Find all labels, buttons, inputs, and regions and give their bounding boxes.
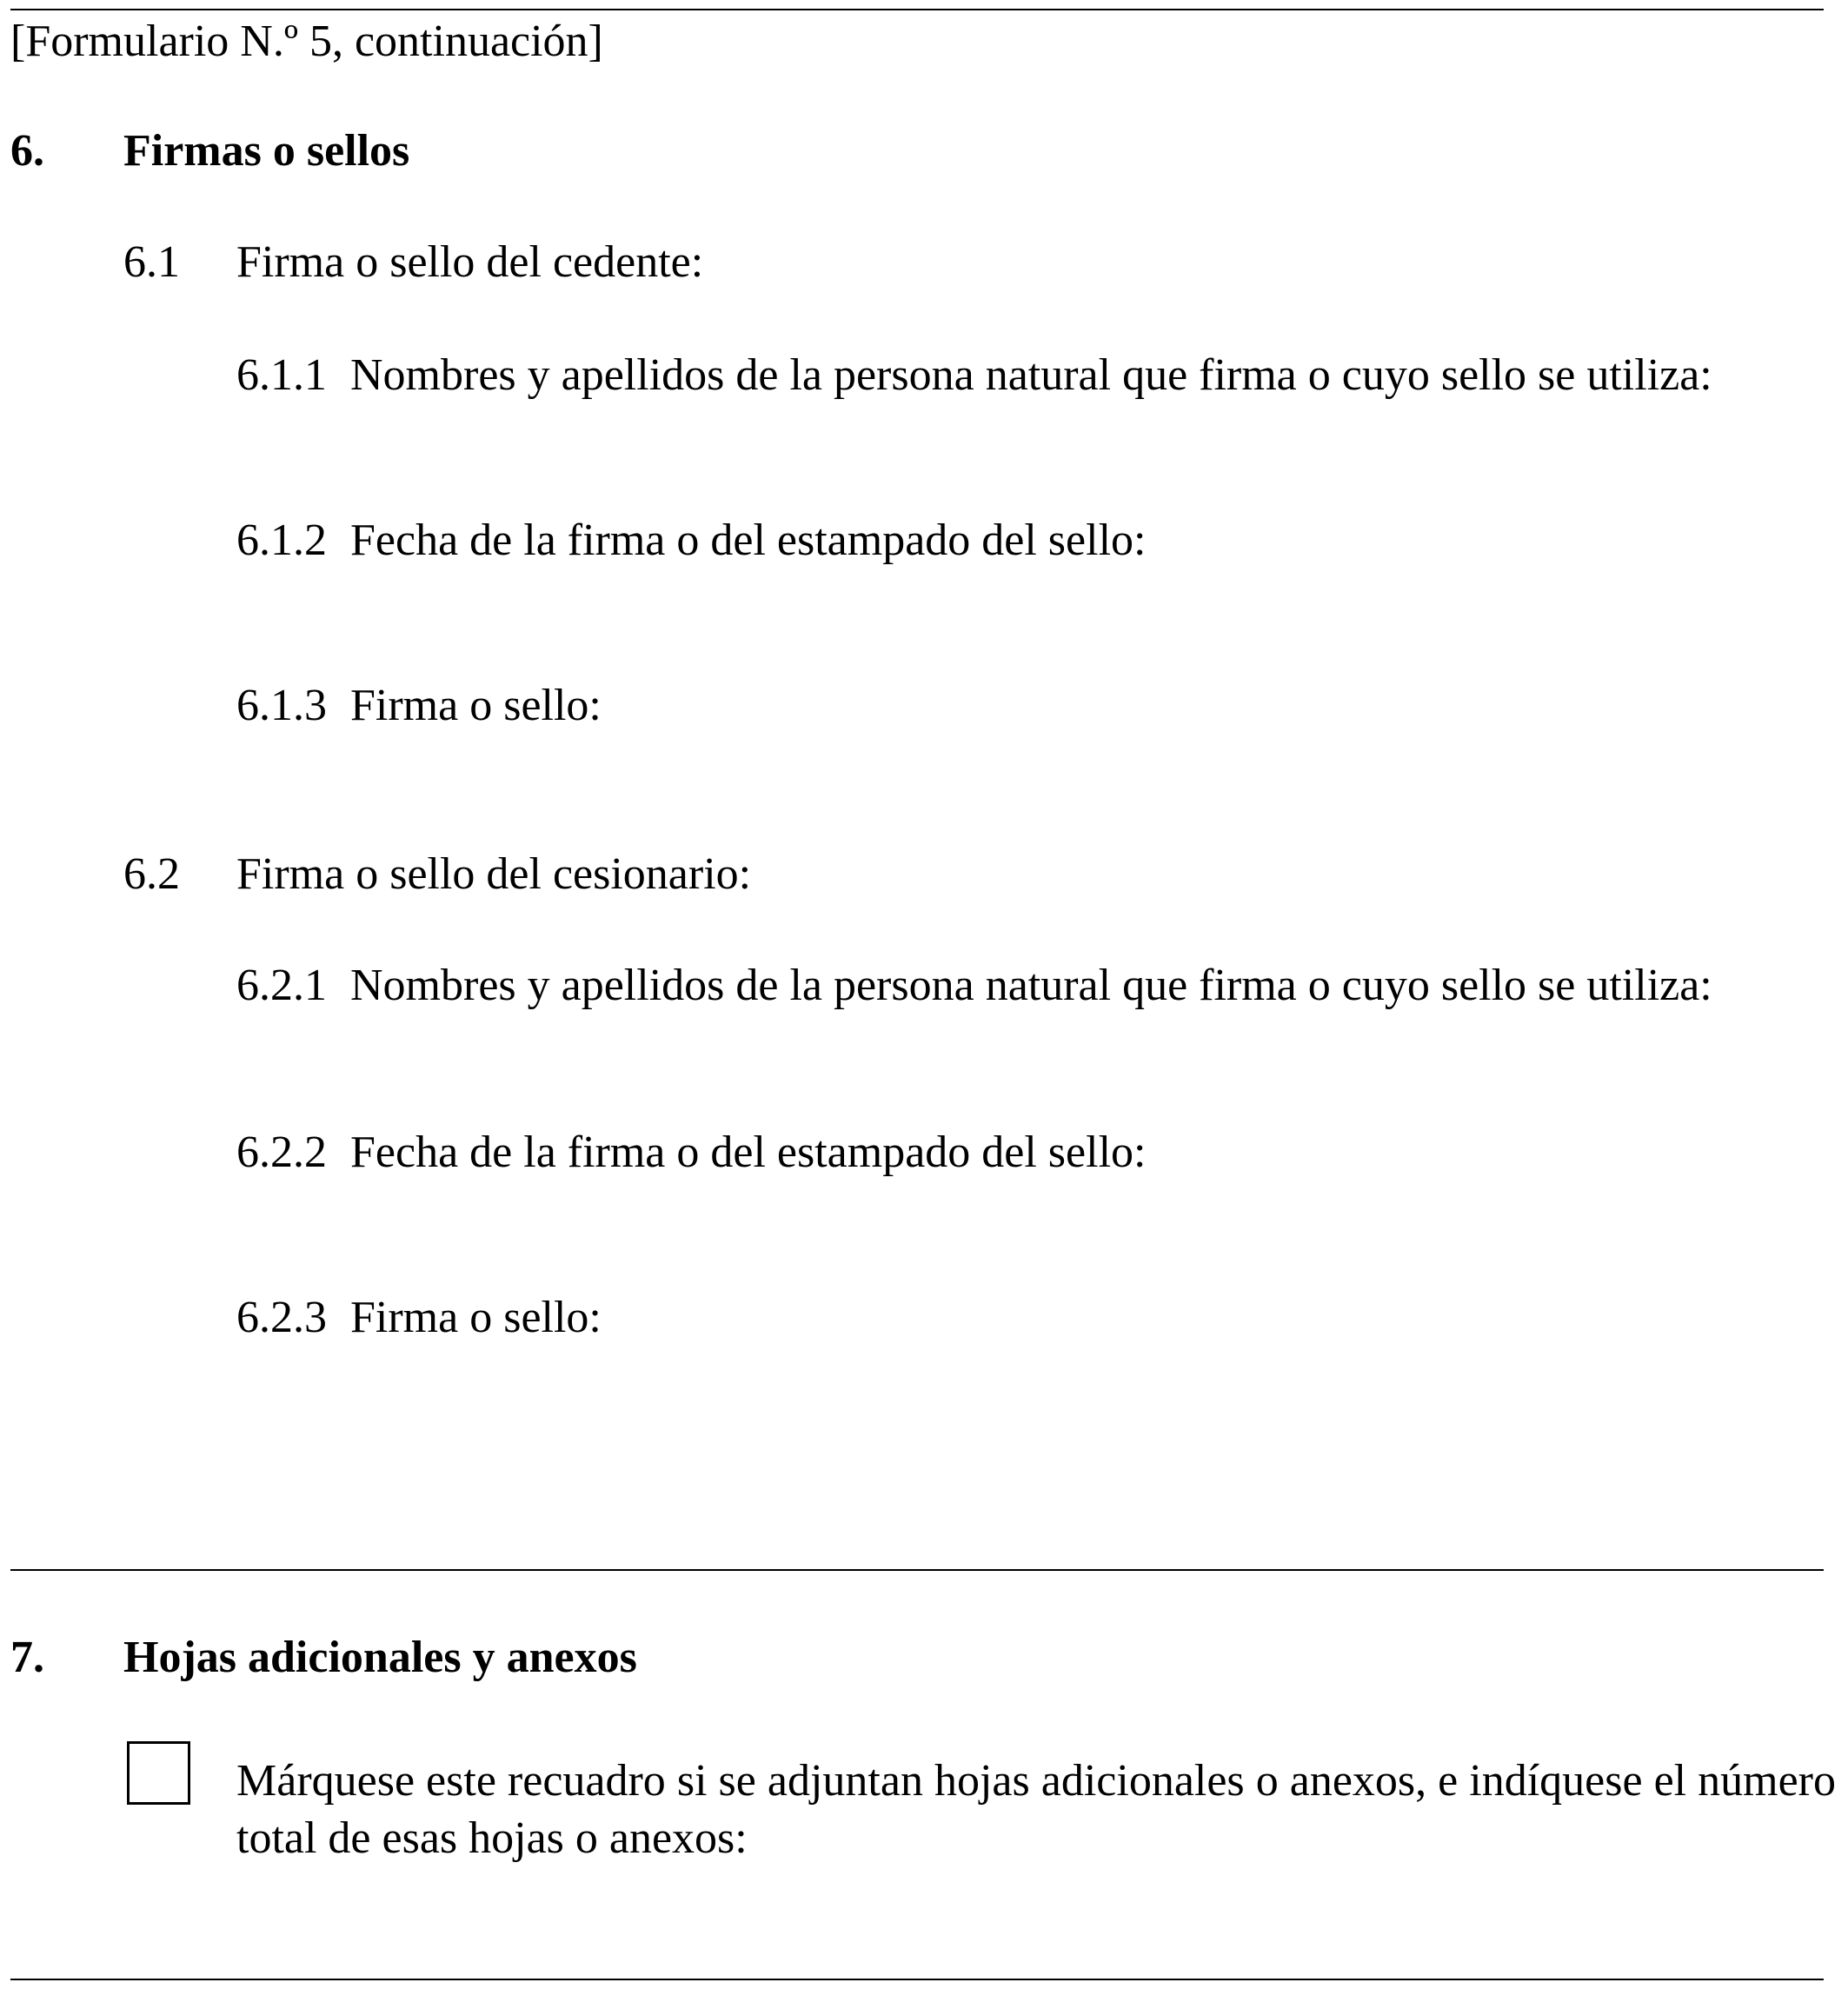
item-6-1-1-number: 6.1.1 [236, 350, 327, 400]
section-7-title: Hojas adicionales y anexos [123, 1633, 637, 1682]
item-6-1-3-number: 6.1.3 [236, 681, 327, 730]
item-6-2-1-label: Nombres y apellidos de la persona natural que firma o cuyo sello se utiliza: [350, 961, 1712, 1010]
item-6-1-3-label: Firma o sello: [350, 681, 602, 730]
subsection-6-2-number: 6.2 [123, 849, 180, 899]
form-continuation-label: [Formulario N.º 5, continuación] [10, 17, 603, 66]
item-6-2-2-label: Fecha de la firma o del estampado del sello: [350, 1128, 1147, 1177]
item-6-2-1-number: 6.2.1 [236, 961, 327, 1010]
item-6-2-2-number: 6.2.2 [236, 1128, 327, 1177]
item-6-2-3-number: 6.2.3 [236, 1293, 327, 1342]
item-6-1-2-number: 6.1.2 [236, 516, 327, 565]
additional-sheets-checkbox[interactable] [127, 1741, 190, 1805]
item-6-1-1-label: Nombres y apellidos de la persona natural que firma o cuyo sello se utiliza: [350, 350, 1712, 400]
section-6-number: 6. [10, 126, 44, 176]
top-rule [10, 9, 1824, 10]
section-7-number: 7. [10, 1633, 44, 1682]
section-6-title: Firmas o sellos [123, 126, 410, 176]
subsection-6-1-label: Firma o sello del cedente: [236, 237, 704, 287]
section-divider [10, 1569, 1824, 1571]
subsection-6-2-label: Firma o sello del cesionario: [236, 849, 752, 899]
item-6-1-2-label: Fecha de la firma o del estampado del sello: [350, 516, 1147, 565]
item-6-2-3-label: Firma o sello: [350, 1293, 602, 1342]
additional-sheets-instruction: Márquese este recuadro si se adjuntan hojas adicionales o anexos, e indíquese el número total de esas hojas o anexos: [236, 1756, 1836, 1863]
bottom-rule [10, 1979, 1824, 1980]
subsection-6-1-number: 6.1 [123, 237, 180, 287]
